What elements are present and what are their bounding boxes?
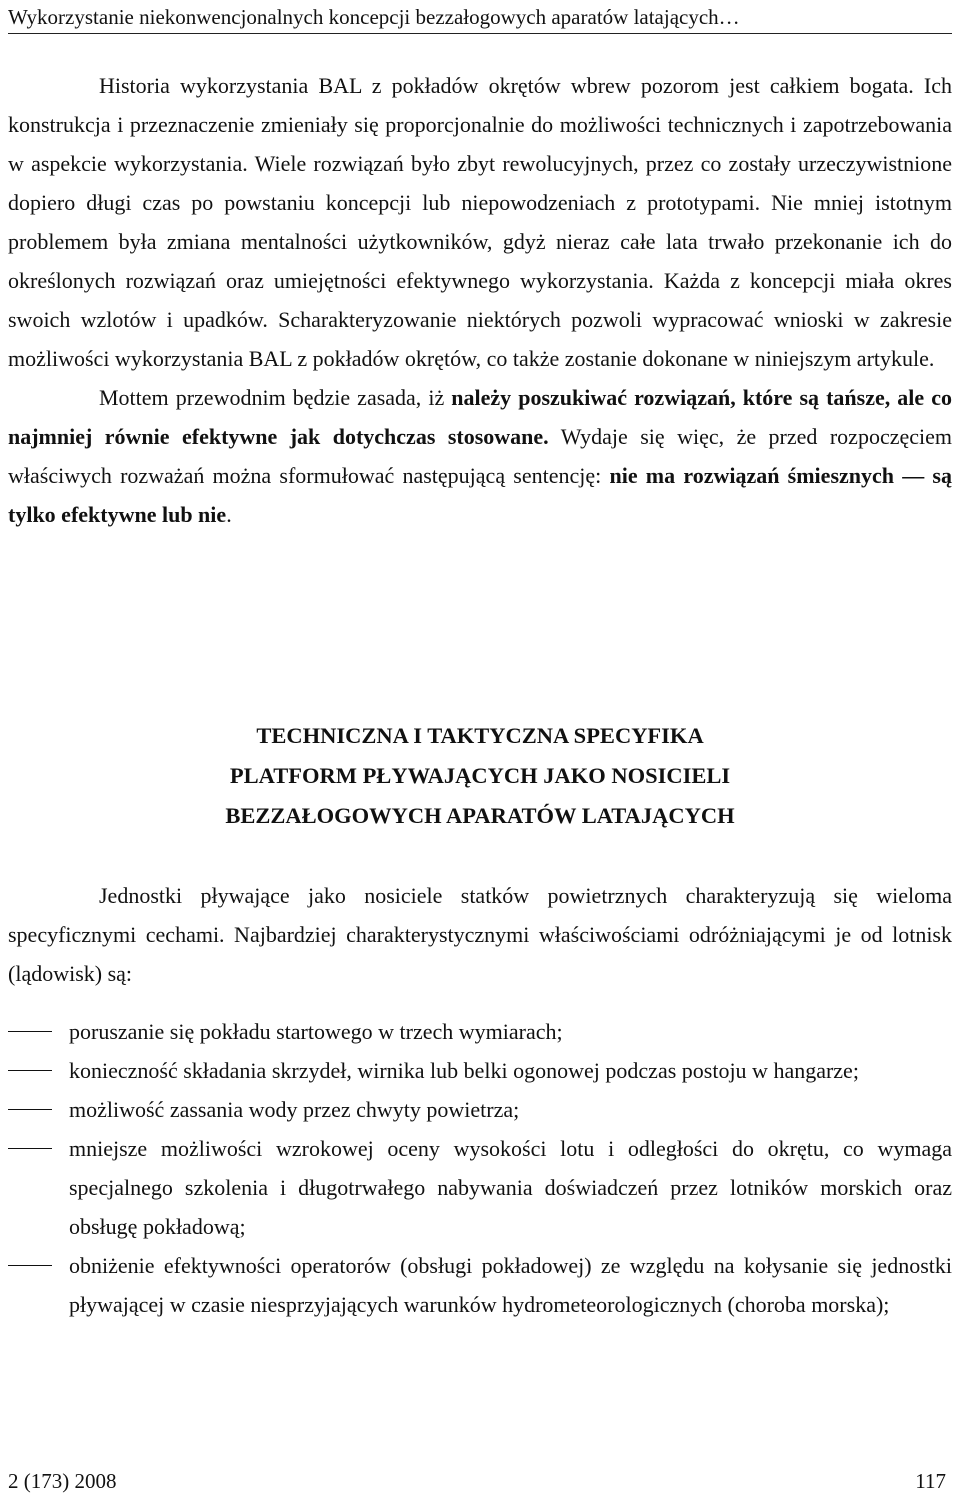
page-number: 117: [915, 1469, 946, 1493]
section-heading-line-1: TECHNICZNA I TAKTYCZNA SPECYFIKA: [256, 723, 704, 748]
dash-bullet-icon: [8, 1148, 52, 1149]
list-item: [8, 1090, 952, 1129]
header-rule: [8, 33, 952, 34]
section-heading-line-2: PLATFORM PŁYWAJĄCYCH JAKO NOSICIELI: [229, 763, 731, 788]
list-item: [8, 1246, 952, 1324]
intro-section: [8, 66, 952, 534]
section-body: [8, 876, 952, 993]
list-item-text: obniżenie efektywności operatorów (obsługi pokładowej) ze względu na kołysanie się jednostki pływającej w czasie niesprzyjających warunków hydrometeorologicznych (choroba morska);: [69, 1253, 952, 1317]
list-item-text: mniejsze możliwości wzrokowej oceny wysokości lotu i odległości do okrętu, co wymaga specjalnego szkolenia i długotrwałego nabywania doświadczeń przez lotników morskich oraz obsługę pokładową;: [69, 1136, 952, 1239]
dash-bullet-icon: [8, 1265, 52, 1266]
intro-paragraph-2: [8, 378, 952, 534]
list-item-text: poruszanie się pokładu startowego w trzech wymiarach;: [69, 1019, 563, 1044]
paragraph-2-start: Mottem przewodnim będzie zasada, iż: [99, 385, 452, 410]
dash-bullet-icon: [8, 1070, 52, 1071]
list-item: [8, 1012, 952, 1051]
list-item-text: konieczność składania skrzydeł, wirnika lub belki ogonowej podczas postoju w hangarze;: [69, 1058, 859, 1083]
paragraph-2-middle: Wydaje się więc, że przed rozpoczęciem właściwych rozważań można sformułować następującą sentencję:: [8, 424, 952, 488]
paragraph-2-end: .: [226, 502, 232, 527]
feature-list: [8, 1012, 952, 1324]
list-item: [8, 1051, 952, 1090]
intro-paragraph-1: Historia wykorzystania BAL z pokładów okrętów wbrew pozorom jest całkiem bogata. Ich konstrukcja i przeznaczenie zmieniały się proporcjonalnie do możliwości technicznych i zapotrzebowania w aspekcie wykorzystania. Wiele rozwiązań było zbyt rewolucyjnych, przez co zostały urzeczywistnione dopiero długi czas po powstaniu koncepcji lub niepowodzeniach z prototypami. Nie mniej istotnym problemem była zmiana mentalności użytkowników, gdyż nieraz całe lata trwało przekonanie ich do określonych rozwiązań oraz umiejętności efektywnego wykorzystania. Każda z koncepcji miała okres swoich wzlotów i upadków. Scharakteryzowanie niektórych pozwoli wypracować wnioski w zakresie możliwości wykorzystania BAL z pokładów okrętów, co także zostanie dokonane w niniejszym artykule.: [8, 73, 952, 371]
page-footer: [8, 1468, 946, 1494]
section-heading: [8, 716, 952, 836]
dash-bullet-icon: [8, 1031, 52, 1032]
section-paragraph: Jednostki pływające jako nosiciele statków powietrznych charakteryzują się wieloma specyficznymi cechami. Najbardziej charakterystycznymi właściwościami odróżniającymi je od lotnisk (lądowisk) są:: [8, 883, 952, 986]
paragraph-2-bold-principle: należy poszukiwać rozwiązań, które są tańsze, ale co najmniej równie efektywne jak dotychczas stosowane.: [8, 385, 952, 449]
list-item-text: możliwość zassania wody przez chwyty powietrza;: [69, 1097, 520, 1122]
running-header: Wykorzystanie niekonwencjonalnych koncepcji bezzałogowych aparatów latających…: [8, 5, 740, 29]
dash-bullet-icon: [8, 1109, 52, 1110]
issue-number: 2 (173) 2008: [8, 1469, 117, 1493]
paragraph-2-bold-sentence: nie ma rozwiązań śmiesznych — są tylko efektywne lub nie: [8, 463, 952, 527]
list-item: [8, 1129, 952, 1246]
section-heading-line-3: BEZZAŁOGOWYCH APARATÓW LATAJĄCYCH: [225, 803, 735, 828]
